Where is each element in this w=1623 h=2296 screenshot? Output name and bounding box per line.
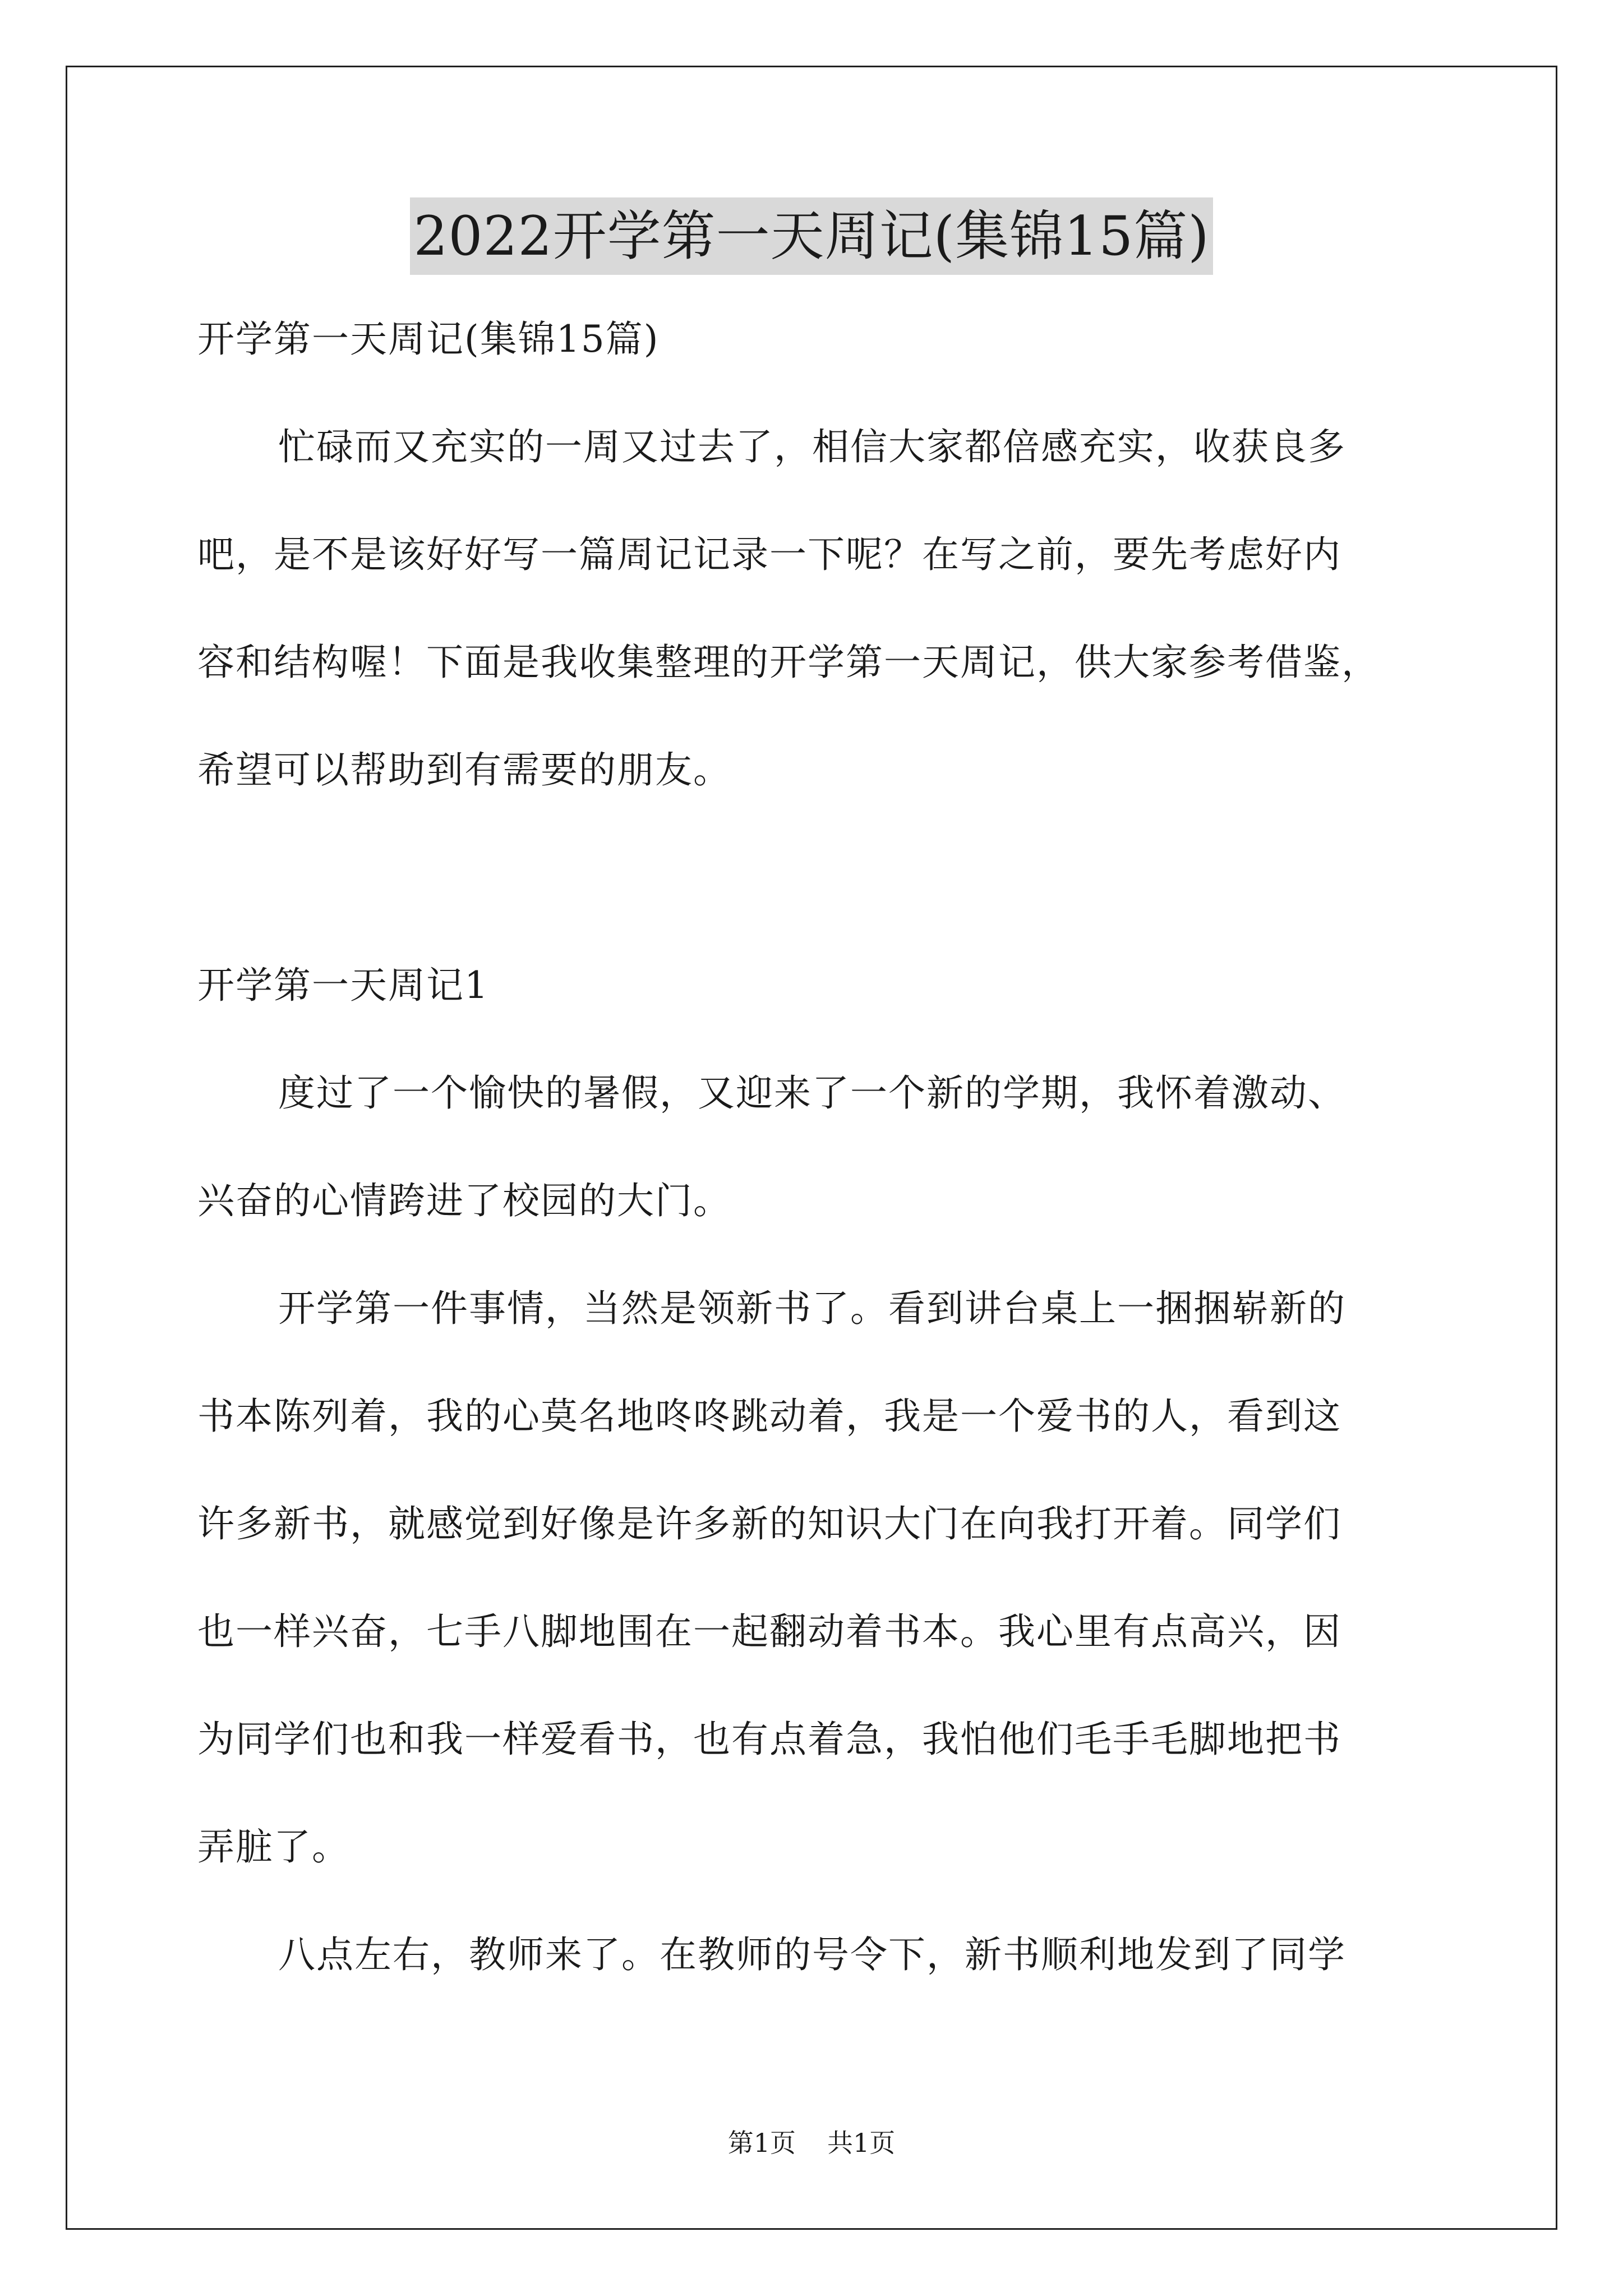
intro-line: 忙碌而又充实的一周又过去了，相信大家都倍感充实，收获良多 — [278, 425, 1346, 468]
document-subtitle: 开学第一天周记(集锦15篇) — [197, 318, 660, 361]
intro-line: 吧，是不是该好好写一篇周记记录一下呢？在写之前，要先考虑好内 — [197, 533, 1341, 576]
paragraph-line: 书本陈列着，我的心莫名地咚咚跳动着，我是一个爱书的人，看到这 — [197, 1395, 1341, 1438]
document-body — [197, 297, 1465, 2021]
paragraph-line: 为同学们也和我一样爱看书，也有点着急，我怕他们毛手毛脚地把书 — [197, 1718, 1341, 1761]
page-total: 共1页 — [827, 2128, 896, 2158]
paragraph-line: 度过了一个愉快的暑假，又迎来了一个新的学期，我怀着激动、 — [278, 1071, 1346, 1115]
paragraph-line: 弄脏了。 — [197, 1825, 350, 1869]
page-number: 第1页 — [727, 2128, 796, 2158]
paragraph-line: 兴奋的心情跨进了校园的大门。 — [197, 1179, 731, 1222]
section-gap — [197, 836, 1465, 944]
page-footer — [0, 2126, 1623, 2160]
paragraph-line: 也一样兴奋，七手八脚地围在一起翻动着书本。我心里有点高兴，因 — [197, 1610, 1341, 1653]
intro-line: 容和结构喔！下面是我收集整理的开学第一天周记，供大家参考借鉴， — [197, 641, 1380, 684]
document-title: 2022开学第一天周记(集锦15篇) — [410, 197, 1212, 275]
paragraph-line: 开学第一件事情，当然是领新书了。看到讲台桌上一捆捆崭新的 — [278, 1287, 1346, 1330]
paragraph-line: 许多新书，就感觉到好像是许多新的知识大门在向我打开着。同学们 — [197, 1502, 1341, 1545]
intro-line: 希望可以帮助到有需要的朋友。 — [197, 748, 731, 792]
title-container — [0, 197, 1623, 275]
paragraph-line: 八点左右，教师来了。在教师的号令下，新书顺利地发到了同学 — [278, 1933, 1346, 1976]
section-heading: 开学第一天周记1 — [197, 964, 489, 1007]
